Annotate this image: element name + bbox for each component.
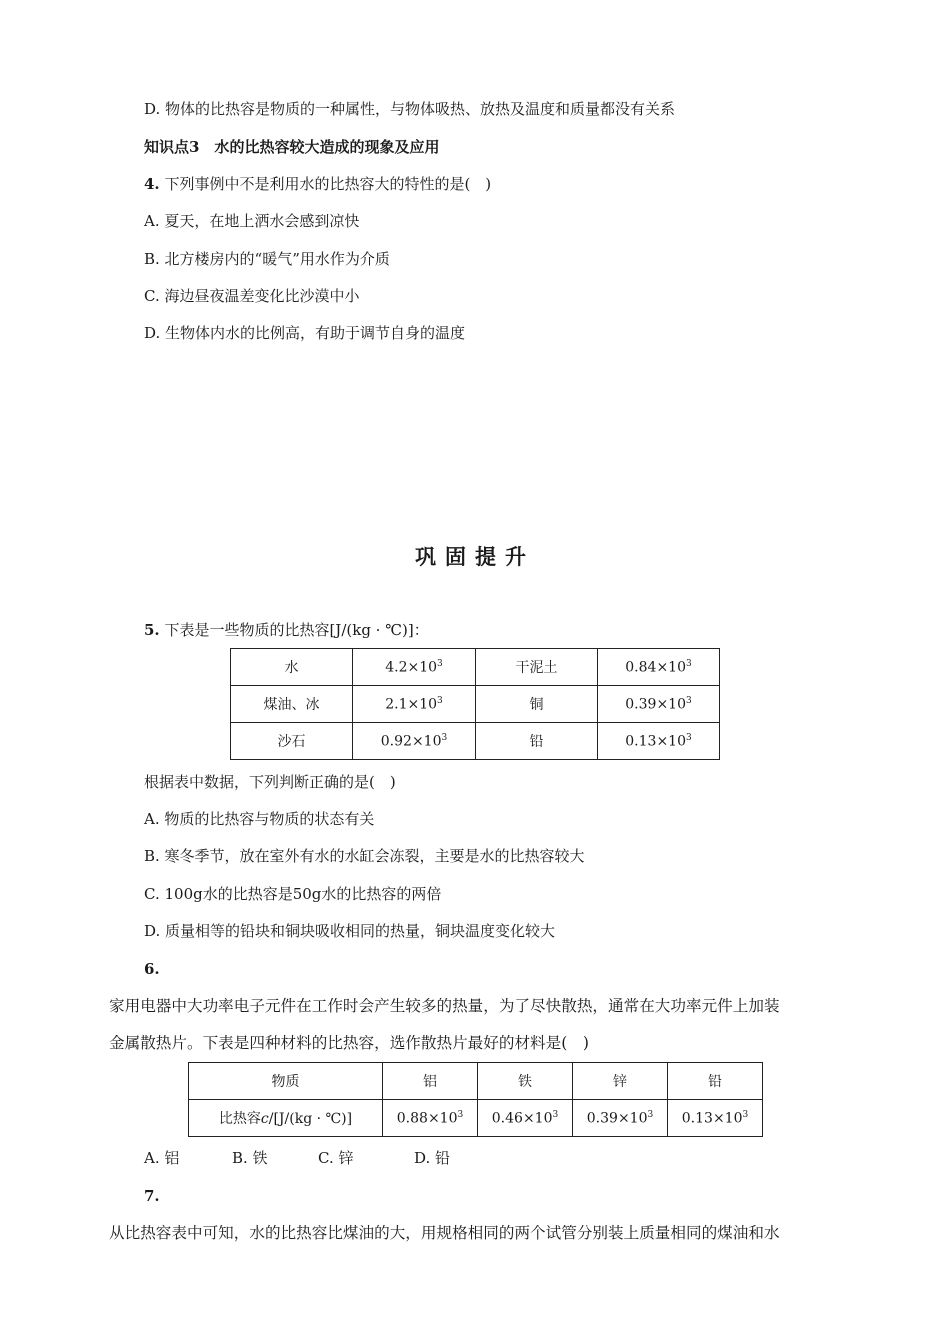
- row-label-var: c: [260, 1111, 269, 1127]
- q5-table: [230, 648, 720, 760]
- q6-options: [144, 1148, 450, 1168]
- knowledge-point-heading: 知识点3 水的比热容较大造成的现象及应用: [144, 138, 440, 156]
- q6-number: 6.: [144, 960, 160, 978]
- table-cell: [476, 686, 598, 723]
- cell-exponent: 3: [457, 1109, 464, 1120]
- q4-stem: [144, 174, 491, 194]
- table-cell: [598, 723, 720, 760]
- q6-option-b: B. 铁: [232, 1149, 268, 1167]
- section-title: 巩固提升: [415, 544, 535, 569]
- q6-option-d: D. 铅: [414, 1149, 451, 1167]
- table-cell: [478, 1100, 573, 1137]
- cell-text: 0.88×10: [396, 1110, 458, 1127]
- table-row: [231, 686, 720, 723]
- q4-option-a: A. 夏天，在地上洒水会感到凉快: [144, 212, 360, 230]
- cell-exponent: 3: [742, 1109, 749, 1120]
- table-cell: [476, 723, 598, 760]
- cell-exponent: 3: [647, 1109, 654, 1120]
- cell-text: 铅: [529, 734, 544, 750]
- cell-text: 水: [284, 660, 299, 676]
- table-header-cell: 铝: [383, 1063, 478, 1100]
- q4-stem-text: 下列事例中不是利用水的比热容大的特性的是( ): [164, 175, 492, 193]
- table-cell: [353, 649, 476, 686]
- q6-line-1: 家用电器中大功率电子元件在工作时会产生较多的热量，为了尽快散热，通常在大功率元件上加装: [109, 997, 780, 1015]
- table-cell: [353, 723, 476, 760]
- table-header-cell: 物质: [189, 1063, 383, 1100]
- table-cell: [668, 1100, 763, 1137]
- q6-option-c: C. 锌: [318, 1149, 354, 1167]
- table-cell: [231, 723, 353, 760]
- table-row: [231, 649, 720, 686]
- cell-text: 4.2×10: [385, 659, 438, 676]
- q7-number: 7.: [144, 1187, 160, 1205]
- table-header-cell: 锌: [573, 1063, 668, 1100]
- cell-text: 2.1×10: [385, 696, 438, 713]
- cell-text: 0.13×10: [681, 1110, 743, 1127]
- q5-stem: [144, 620, 429, 640]
- cell-exponent: 3: [685, 695, 692, 706]
- table-cell: [353, 686, 476, 723]
- table-cell: [598, 649, 720, 686]
- table-row: [189, 1100, 763, 1137]
- table-cell: [231, 649, 353, 686]
- table-header-row: [189, 1063, 763, 1100]
- q5-option-b: B. 寒冬季节，放在室外有水的水缸会冻裂，主要是水的比热容较大: [144, 847, 585, 865]
- row-label-pre: 比热容: [218, 1111, 261, 1127]
- cell-text: 铜: [529, 697, 544, 713]
- q3-option-d: D. 物体的比热容是物质的一种属性，与物体吸热、放热及温度和质量都没有关系: [144, 100, 676, 118]
- cell-exponent: 3: [437, 695, 443, 706]
- q5-stem-text: 下表是一些物质的比热容[J/(kg · ℃)]：: [164, 621, 429, 639]
- table-cell: [231, 686, 353, 723]
- q6-line-2: 金属散热片。下表是四种材料的比热容，选作散热片最好的材料是( ): [109, 1034, 589, 1052]
- table-cell: [598, 686, 720, 723]
- cell-text: 干泥土: [515, 660, 558, 676]
- q6-row-label: [189, 1100, 383, 1137]
- q4-option-c: C. 海边昼夜温差变化比沙漠中小: [144, 287, 360, 305]
- q5-option-c: C. 100g水的比热容是50g水的比热容的两倍: [144, 885, 442, 903]
- q5-option-d: D. 质量相等的铅块和铜块吸收相同的热量，铜块温度变化较大: [144, 922, 556, 940]
- row-label-post: /[J/(kg · ℃)]: [268, 1111, 353, 1127]
- cell-text: 0.46×10: [491, 1110, 553, 1127]
- q6-option-a: A. 铝: [144, 1149, 180, 1167]
- cell-text: 0.39×10: [586, 1110, 648, 1127]
- cell-text: 0.39×10: [625, 696, 686, 713]
- q7-line-1: 从比热容表中可知，水的比热容比煤油的大，用规格相同的两个试管分别装上质量相同的煤油和水: [109, 1224, 780, 1242]
- cell-text: 沙石: [277, 734, 306, 750]
- q4-option-b: B. 北方楼房内的“暖气”用水作为介质: [144, 250, 390, 268]
- table-cell: [476, 649, 598, 686]
- table-row: [231, 723, 720, 760]
- q5-option-a: A. 物质的比热容与物质的状态有关: [144, 810, 375, 828]
- cell-exponent: 3: [441, 732, 448, 743]
- cell-exponent: 3: [685, 732, 692, 743]
- cell-exponent: 3: [685, 658, 692, 669]
- cell-text: 煤油、冰: [263, 697, 320, 713]
- table-cell: [573, 1100, 668, 1137]
- cell-text: 0.92×10: [380, 733, 442, 750]
- q5-number: 5.: [144, 621, 160, 639]
- table-cell: [383, 1100, 478, 1137]
- q4-number: 4.: [144, 175, 160, 193]
- cell-exponent: 3: [552, 1109, 559, 1120]
- cell-text: 0.13×10: [625, 733, 686, 750]
- q5-follow: 根据表中数据，下列判断正确的是( ): [144, 773, 396, 791]
- cell-exponent: 3: [437, 658, 443, 669]
- table-header-cell: 铁: [478, 1063, 573, 1100]
- table-header-cell: 铅: [668, 1063, 763, 1100]
- q4-option-d: D. 生物体内水的比例高，有助于调节自身的温度: [144, 324, 466, 342]
- cell-text: 0.84×10: [625, 659, 686, 676]
- q6-table: [188, 1062, 763, 1137]
